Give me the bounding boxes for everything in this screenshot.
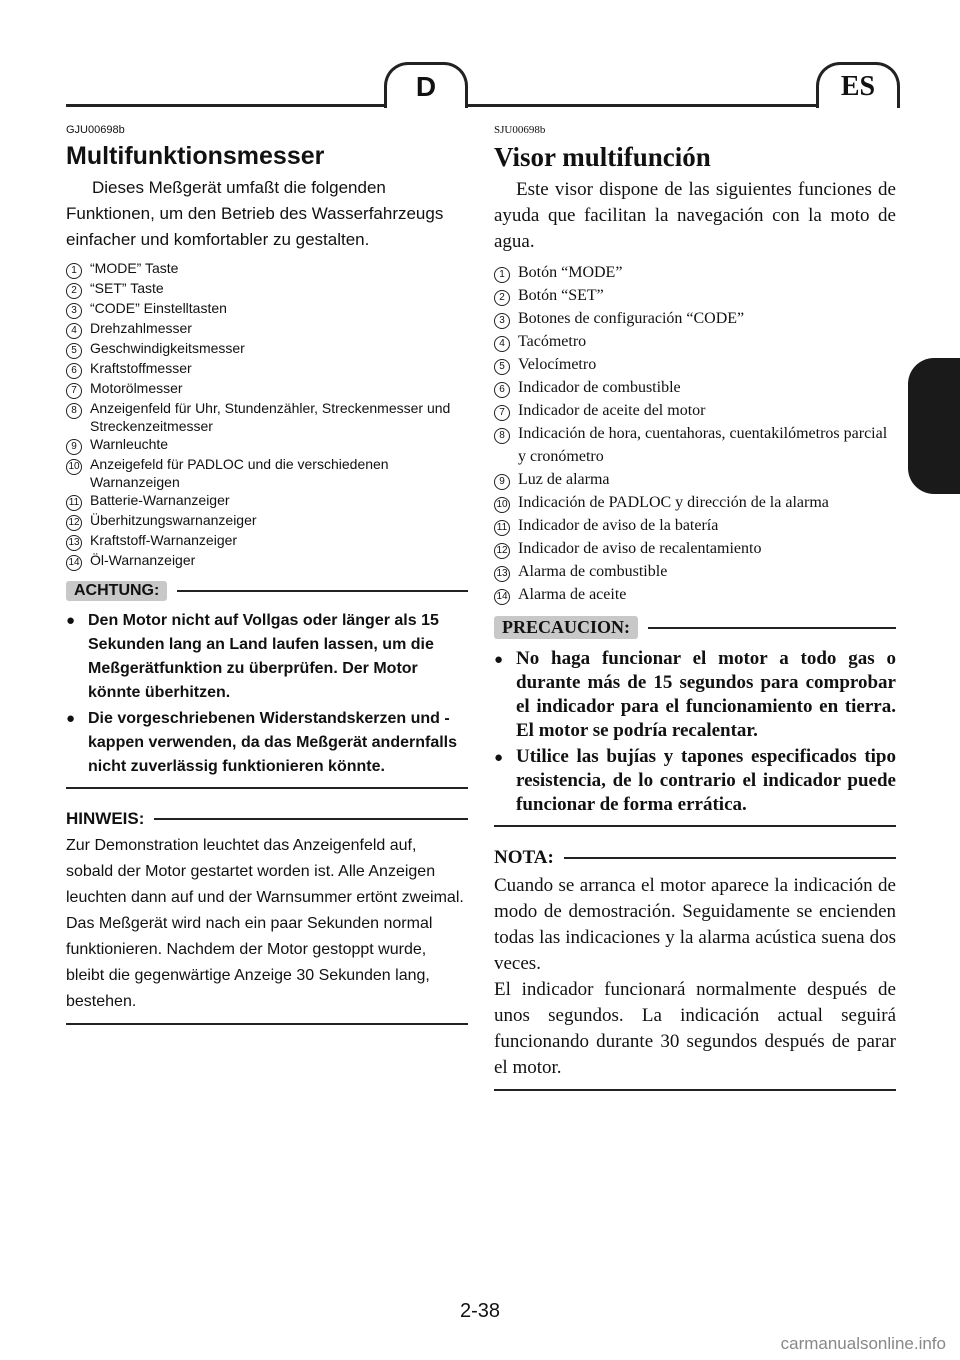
legend-number <box>494 284 518 307</box>
legend-text: Botón “MODE” <box>518 264 623 281</box>
legend-number <box>66 511 90 531</box>
legend-text: Anzeigefeld für PADLOC und die verschiedenen Warnanzeigen <box>90 456 389 490</box>
legend-item <box>494 353 896 376</box>
circled-number: 2 <box>494 290 510 306</box>
circled-number: 6 <box>66 363 82 379</box>
legend-number <box>66 299 90 319</box>
bullet-icon <box>66 707 88 779</box>
legend-item <box>66 435 468 455</box>
circled-number: 14 <box>494 589 510 605</box>
circled-number: 11 <box>494 520 510 536</box>
circled-number: 8 <box>494 428 510 444</box>
circled-number: 9 <box>494 474 510 490</box>
circled-number: 14 <box>66 555 82 571</box>
legend-item <box>66 399 468 435</box>
section-title: Visor multifunción <box>494 142 711 172</box>
warning-end-rule <box>66 787 468 789</box>
legend-number <box>494 537 518 560</box>
warning-heading <box>494 616 896 639</box>
circled-number: 12 <box>66 515 82 531</box>
legend-text: “SET” Taste <box>90 280 164 296</box>
legend-item <box>66 379 468 399</box>
legend-text: Kraftstoffmesser <box>90 360 192 376</box>
legend-item <box>494 514 896 537</box>
legend-item <box>66 511 468 531</box>
legend-text: Öl-Warnanzeiger <box>90 552 196 568</box>
warning-rule <box>177 590 468 592</box>
legend-item <box>494 560 896 583</box>
legend-text: “MODE” Taste <box>90 260 179 276</box>
legend-number <box>66 379 90 399</box>
note-label: HINWEIS: <box>66 809 145 828</box>
spanish-column <box>494 120 896 1111</box>
legend-item <box>494 399 896 422</box>
legend-item <box>494 537 896 560</box>
legend-item <box>66 259 468 279</box>
header-rule <box>66 104 896 107</box>
circled-number: 8 <box>66 403 82 419</box>
warning-end-rule <box>494 825 896 827</box>
warning-rule <box>648 627 896 629</box>
warning-item <box>494 745 896 817</box>
legend-text: Indicación de PADLOC y dirección de la alarma <box>518 494 829 511</box>
legend-number <box>66 435 90 455</box>
circled-number: 3 <box>66 303 82 319</box>
legend-text: Indicador de aviso de recalentamiento <box>518 540 762 557</box>
note-end-rule <box>494 1089 896 1091</box>
legend-number <box>494 376 518 399</box>
bullet-icon <box>66 609 88 705</box>
circled-number: 7 <box>494 405 510 421</box>
legend-item <box>66 319 468 339</box>
legend-text: Botones de configuración “CODE” <box>518 310 745 327</box>
language-tab-spanish: ES <box>816 62 900 108</box>
note-rule <box>564 857 896 859</box>
legend-text: Alarma de combustible <box>518 563 668 580</box>
circled-number: 5 <box>494 359 510 375</box>
warning-item <box>66 707 468 779</box>
legend-text: Drehzahlmesser <box>90 320 192 336</box>
warning-label: ACHTUNG: <box>66 581 167 601</box>
page-number: 2-38 <box>459 1300 501 1322</box>
circled-number: 4 <box>494 336 510 352</box>
legend-text: Warnleuchte <box>90 436 169 452</box>
legend-list <box>66 259 468 571</box>
legend-text: Botón “SET” <box>518 287 604 304</box>
note-end-rule <box>66 1023 468 1025</box>
circled-number: 4 <box>66 323 82 339</box>
legend-number <box>494 468 518 491</box>
legend-number <box>66 399 90 435</box>
legend-item <box>66 491 468 511</box>
note-paragraph: Zur Demonstration leuchtet das Anzeigenfeld auf, sobald der Motor gestartet worden ist. Alle Anzeigen leuchten dann auf und der Warnsummer ertönt zweimal. <box>66 837 464 906</box>
legend-text: Indicación de hora, cuentahoras, cuentakilómetros parcial y cronómetro <box>518 425 888 465</box>
circled-number: 10 <box>494 497 510 513</box>
legend-item <box>494 307 896 330</box>
note-paragraph: El indicador funcionará normalmente después de unos segundos. La indicación actual seguirá funcionando durante 30 segundos después de parar el motor. <box>494 979 896 1078</box>
legend-number <box>66 531 90 551</box>
circled-number: 9 <box>66 439 82 455</box>
circled-number: 1 <box>494 267 510 283</box>
legend-item <box>66 299 468 319</box>
legend-text: Indicador de combustible <box>518 379 681 396</box>
warning-label: PRECAUCION: <box>494 616 638 639</box>
warning-text: Utilice las bujías y tapones especificados tipo resistencia, de lo contrario el indicador puede funcionar de forma errática. <box>516 746 896 815</box>
legend-item <box>66 339 468 359</box>
note-heading <box>66 809 468 829</box>
legend-number <box>66 259 90 279</box>
legend-number <box>494 422 518 468</box>
legend-text: Geschwindigkeitsmesser <box>90 340 245 356</box>
section-code: SJU00698b <box>494 124 546 136</box>
legend-text: Batterie-Warnanzeiger <box>90 492 230 508</box>
warning-heading <box>66 581 468 601</box>
legend-number <box>494 560 518 583</box>
note-paragraph: Cuando se arranca el motor aparece la indicación de modo de demostración. Seguidamente se encienden todas las indicaciones y la alarma acústica suena dos veces. <box>494 875 896 974</box>
legend-number <box>66 455 90 491</box>
chapter-thumb-tab <box>908 358 960 494</box>
legend-number <box>66 339 90 359</box>
watermark-text: carmanualsonline.info <box>780 1334 946 1353</box>
circled-number: 5 <box>66 343 82 359</box>
legend-number <box>66 359 90 379</box>
legend-text: Indicador de aceite del motor <box>518 402 706 419</box>
note-paragraph: Das Meßgerät wird nach ein paar Sekunden normal funktionieren. Nachdem der Motor gestoppt wurde, bleibt die gegenwärtige Anzeige 30 Sekunden lang, bestehen. <box>66 915 433 1010</box>
circled-number: 7 <box>66 383 82 399</box>
legend-item <box>494 468 896 491</box>
legend-text: Velocímetro <box>518 356 597 373</box>
legend-number <box>494 261 518 284</box>
legend-text: Kraftstoff-Warnanzeiger <box>90 532 238 548</box>
legend-item <box>66 279 468 299</box>
circled-number: 10 <box>66 459 82 475</box>
legend-item <box>66 455 468 491</box>
legend-text: Überhitzungswarnanzeiger <box>90 512 257 528</box>
legend-number <box>494 307 518 330</box>
legend-item <box>494 422 896 468</box>
bullet-icon <box>494 647 516 743</box>
legend-item <box>494 284 896 307</box>
section-title: Multifunktionsmesser <box>66 142 325 170</box>
warning-text: No haga funcionar el motor a todo gas o durante más de 15 segundos para comprobar el indicador para el funcionamiento en tierra. El motor se podría recalentar. <box>516 648 896 741</box>
legend-text: Luz de alarma <box>518 471 610 488</box>
bullet-icon <box>494 745 516 817</box>
german-column <box>66 120 468 1045</box>
circled-number: 12 <box>494 543 510 559</box>
warning-item <box>494 647 896 743</box>
warning-list <box>66 609 468 779</box>
legend-text: Anzeigenfeld für Uhr, Stundenzähler, Streckenmesser und Streckenzeitmesser <box>90 400 451 434</box>
legend-number <box>494 514 518 537</box>
legend-text: Tacómetro <box>518 333 587 350</box>
legend-number <box>494 399 518 422</box>
legend-item <box>494 583 896 606</box>
legend-text: Motorölmesser <box>90 380 183 396</box>
intro-paragraph: Este visor dispone de las siguientes funciones de ayuda que facilitan la navegación con la moto de agua. <box>494 179 896 252</box>
warning-item <box>66 609 468 705</box>
legend-text: Alarma de aceite <box>518 586 627 603</box>
section-code: GJU00698b <box>66 124 125 136</box>
warning-text: Die vorgeschriebenen Widerstandskerzen und -kappen verwenden, da das Meßgerät andernfalls nicht zuverlässig funktionieren könnte. <box>88 710 457 775</box>
note-rule <box>154 818 468 820</box>
circled-number: 11 <box>66 495 82 511</box>
legend-number <box>494 330 518 353</box>
legend-number <box>66 491 90 511</box>
circled-number: 6 <box>494 382 510 398</box>
warning-text: Den Motor nicht auf Vollgas oder länger als 15 Sekunden lang an Land laufen lassen, um die Meßgerätfunktion zu überprüfen. Der Motor könnte überhitzen. <box>88 612 439 701</box>
legend-item <box>494 376 896 399</box>
language-tab-german: D <box>384 62 468 108</box>
legend-number <box>494 491 518 514</box>
legend-item <box>66 531 468 551</box>
legend-text: Indicador de aviso de la batería <box>518 517 719 534</box>
circled-number: 13 <box>494 566 510 582</box>
circled-number: 1 <box>66 263 82 279</box>
legend-item <box>66 551 468 571</box>
legend-text: “CODE” Einstelltasten <box>90 300 227 316</box>
legend-item <box>66 359 468 379</box>
note-heading <box>494 847 896 869</box>
circled-number: 3 <box>494 313 510 329</box>
note-label: NOTA: <box>494 847 554 868</box>
legend-number <box>66 319 90 339</box>
intro-paragraph: Dieses Meßgerät umfaßt die folgenden Funktionen, um den Betrieb des Wasserfahrzeugs einfacher und komfortabler zu gestalten. <box>66 178 444 249</box>
legend-item <box>494 491 896 514</box>
legend-item <box>494 261 896 284</box>
legend-number <box>66 551 90 571</box>
circled-number: 13 <box>66 535 82 551</box>
legend-number <box>494 583 518 606</box>
legend-list <box>494 261 896 606</box>
warning-list <box>494 647 896 817</box>
circled-number: 2 <box>66 283 82 299</box>
legend-number <box>494 353 518 376</box>
legend-number <box>66 279 90 299</box>
legend-item <box>494 330 896 353</box>
